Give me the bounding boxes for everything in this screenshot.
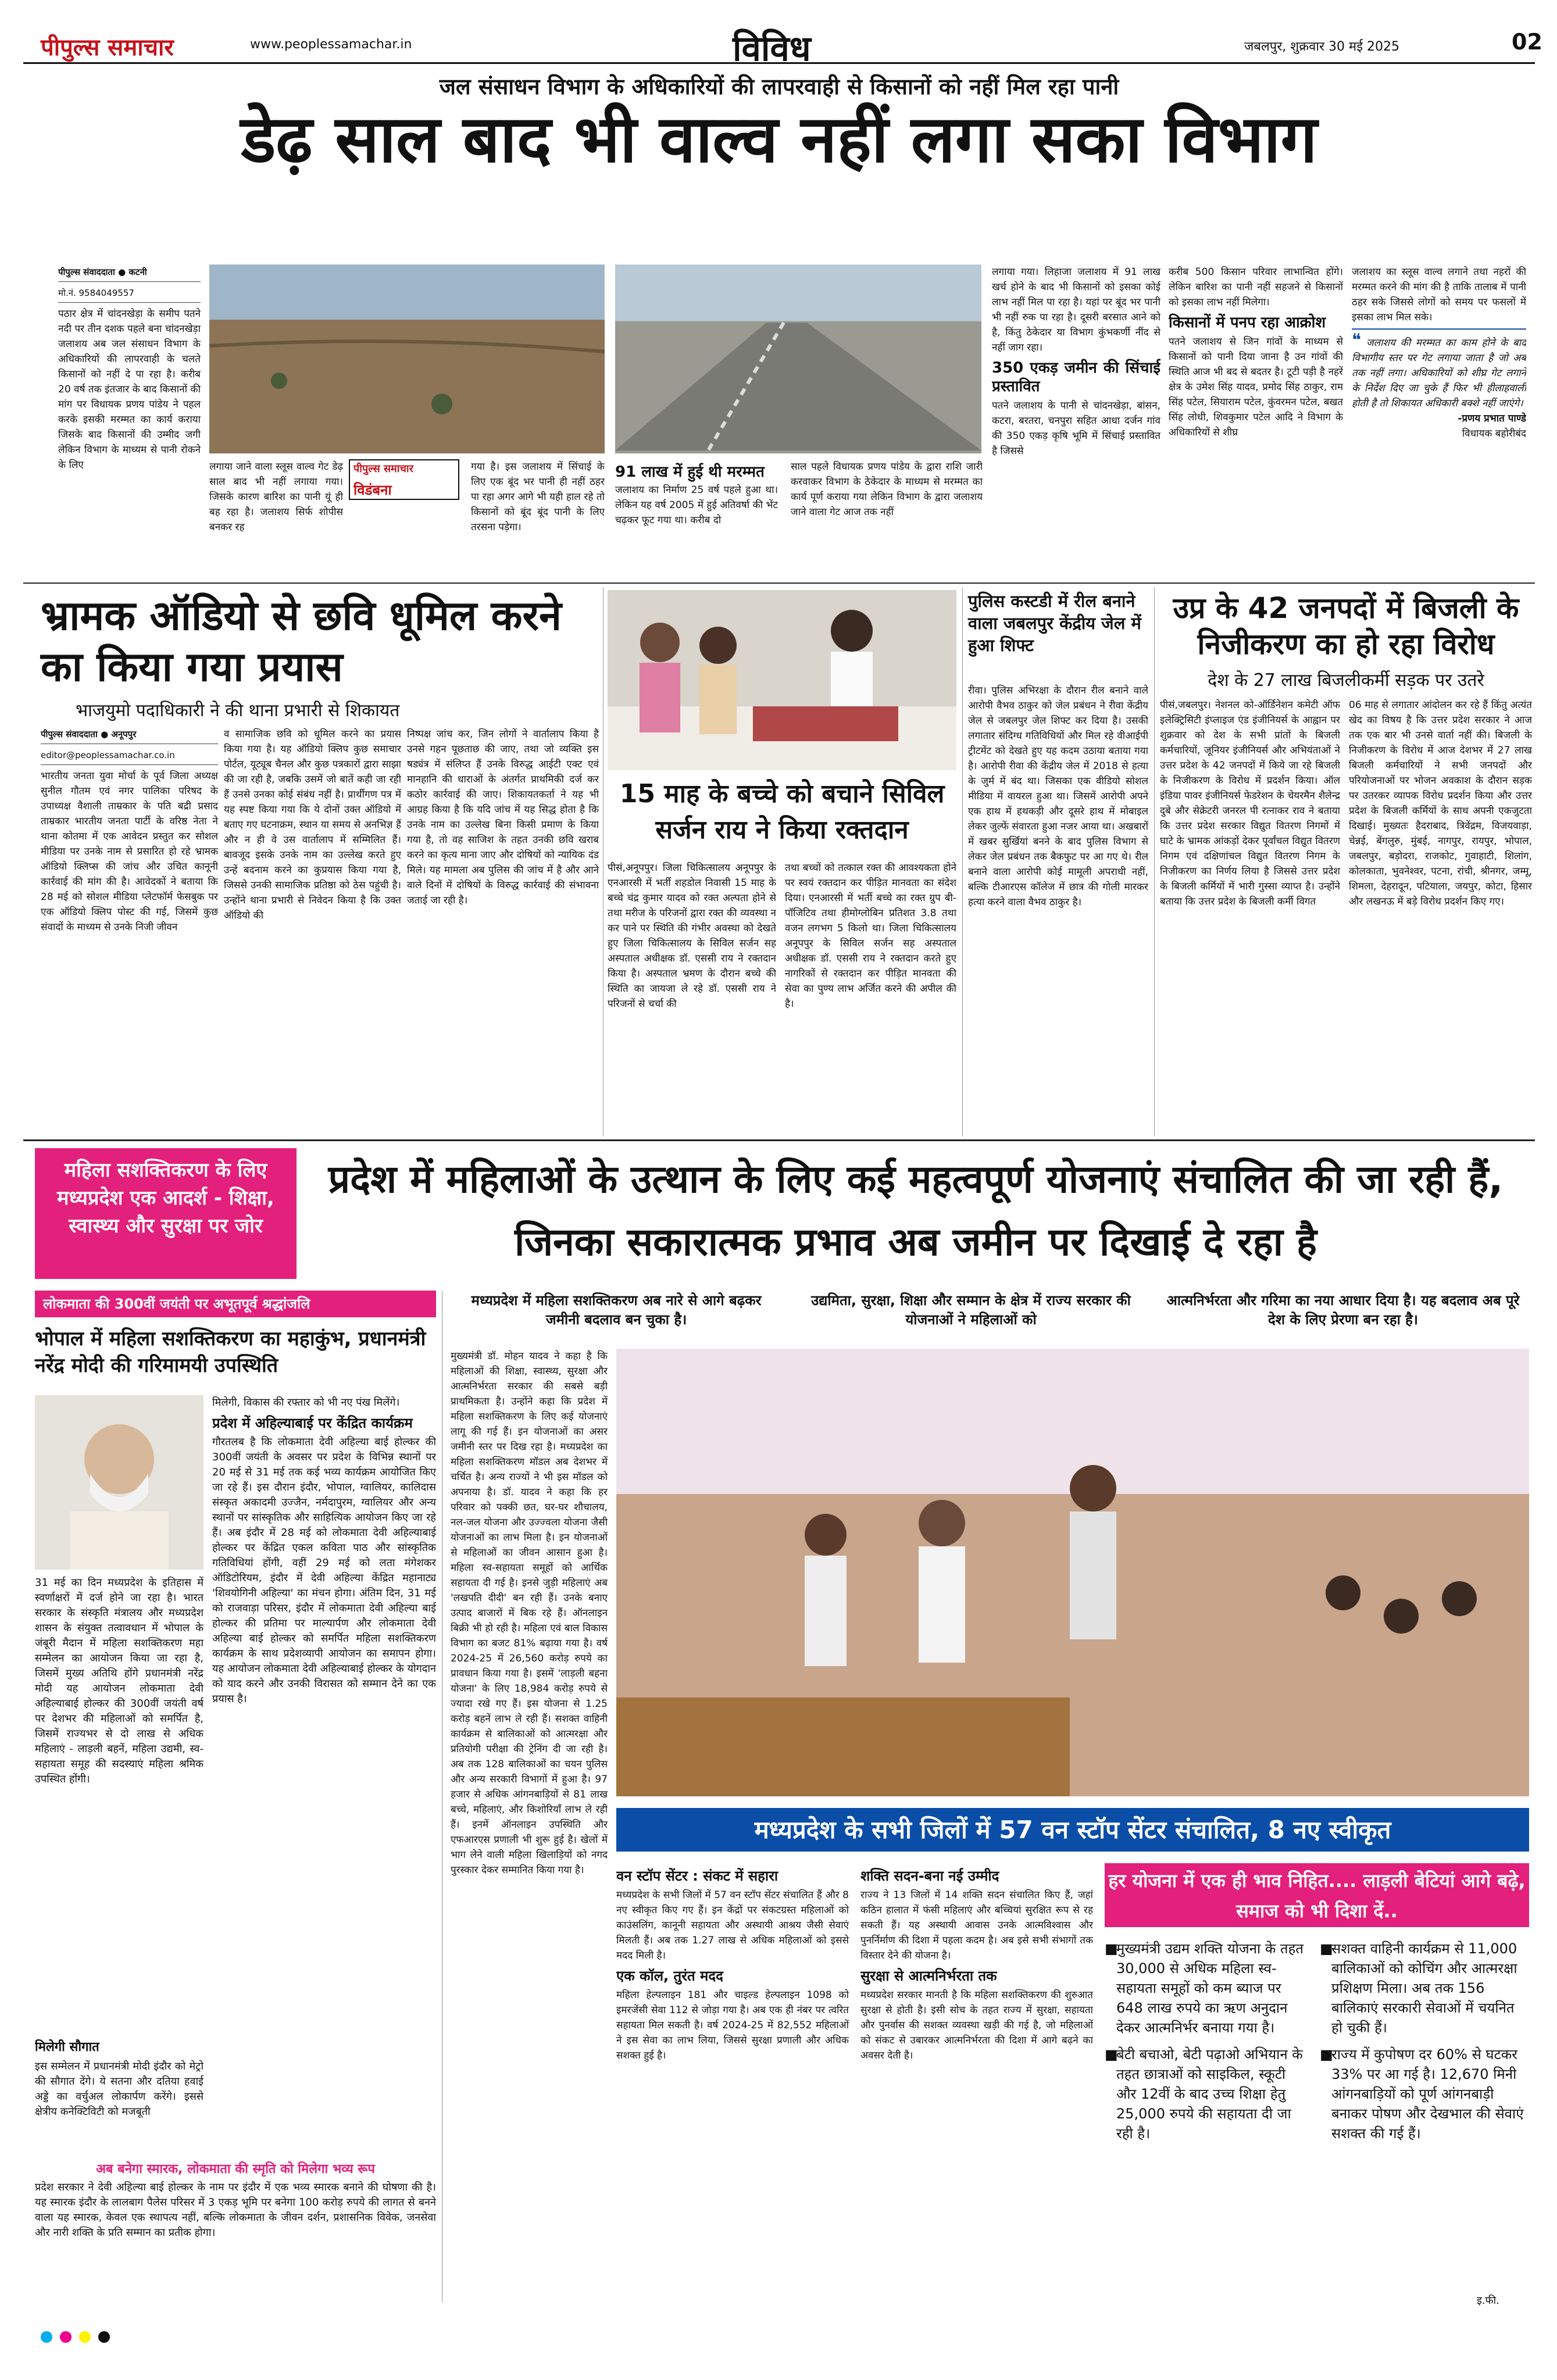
- event-photo: [616, 1349, 1529, 1796]
- rule-v-4: [1154, 587, 1155, 1137]
- lead-col4: जलाशय का निर्माण 25 वर्ष पहले हुआ था। लेकिन यह वर्ष 2005 में हुई अतिवर्षा की भेंट चढ़कर फूट गया था। करीब दो: [615, 484, 778, 526]
- shakti-title: शक्ति सदन-बना नई उम्मीद: [860, 1868, 999, 1884]
- shakti-text: राज्य ने 13 जिलों में 14 शक्ति सदन संचालित किए हैं, जहां कठिन हालात में फंसी महिलाएं और बच्चियां सुरक्षित रूप से रह सकती हैं। यह अस्थायी आवास उनके आत्मविश्वास और पुनर्निर्माण की दिशा में पहला कदम है। अब इसे सभी संभागों तक विस्तार देने की योजना है।: [860, 1889, 1093, 1961]
- power-headline: उप्र के 42 जनपदों में बिजली के निजीकरण का हो रहा विरोध: [1173, 591, 1519, 661]
- lead-col8: [1352, 265, 1526, 578]
- bullet-square-icon: ■: [1105, 2046, 1118, 2063]
- audio-col1: [41, 727, 218, 1134]
- lead-body-8: जलाशय का स्लूस वाल्व लगाने तथा नहरों की मरम्मत करने की मांग की है ताकि तालाब में पानी ठहर सके जिससे लोगों को समय पर फसलों में इसका लाभ मिल सके।: [1352, 266, 1526, 323]
- bullet-beti: [1105, 2045, 1308, 2143]
- bullets-right: [1320, 1939, 1529, 2288]
- lead-sub-anger: किसानों में पनप रहा आक्रोश: [1169, 314, 1326, 331]
- bullet-vahini: [1320, 1939, 1529, 2038]
- call-title: एक कॉल, तुरंत मदद: [616, 1968, 723, 1984]
- lead-col5: साल पहले विधायक प्रणय पांडेय के द्वारा राशि जारी करवाकर विभाग के ठेकेदार के माध्यम से मरम्मत का कार्य पूर्ण कराया गया लेकिन विभाग के द्वारा जलाशय जाने वाला गेट आज तक नहीं: [791, 461, 983, 518]
- osc-text: मध्यप्रदेश के सभी जिलों में 57 वन स्टॉप सेंटर संचालित हैं और 8 नए स्वीकृत किए गए हैं। इन केंद्रों पर संकटग्रस्त महिलाओं को काउंसलिंग, कानूनी सहायता और अस्थायी आश्रय जैसी सेवाएं मिलती हैं। अब तक 1.27 लाख से अधिक महिलाओं को इससे मदद मिली है।: [616, 1889, 849, 1961]
- quote-text: जलाशय की मरम्मत का काम होने के बाद विभागीय स्तर पर गेट लगाया जाता है जो अब तक नहीं लगा। अधिकारियों को शीघ्र गेट लगाने के निर्देश दिए जा चुके हैं फिर भी हीलाहवाली होती है तो शिकायत अधिकारी बक्शे नहीं जाएंगे।: [1352, 337, 1526, 409]
- audio-headline: भ्रामक ऑडियो से छवि धूमिल करने का किया गया प्रयास: [41, 592, 562, 691]
- blood-col2: तथा बच्चों को तत्काल रक्त की आवश्यकता होने पर स्वयं रक्तदान कर पीड़ित मानवता का संदेश दिया। एनआरसी में भर्ती बच्चे का रक्त ग्रुप बी- पॉजिटिव तथा हीमोग्लोबिन प्रतिशत 3.8 तथा वजन लगभग 5 किलो था। जिला चिकित्सालय अनूपपुर के सिविल सर्जन सह अस्पताल अधीक्षक डॉ. एससी राय ने रक्तदान करते हुए नागरिकों से रक्तदान कर पीड़ित मानवता की सेवा का पुण्य लाभ अर्जित करने की अपील की है।: [785, 862, 956, 1010]
- dam-photo-1-art: [209, 265, 605, 453]
- lead-col7: [1169, 265, 1343, 578]
- audio-col2: व सामाजिक छवि को धूमिल करने का प्रयास किया गया है। यह ऑडियो क्लिप कुछ समाचार पोर्टल, यूट्यूब चैनल और कुछ पत्रकारों द्वारा साझा की जा रही है, जबकि उसमें जो बातें कही जा रही हैं उनसे उनका कोई संबंध नहीं है। प्रार्थीगण पत्र में यह स्पष्ट किया गया कि ये दोनों उक्त ऑडियो में बताए गए घटनाक्रम, स्थान या समय से अनभिज्ञ हैं और न ही वे उस वार्तालाप में सम्मिलित हैं। बावजूद इसके उनके नाम का उल्लेख करते हुए उन्हें बदनाम करने का कुप्रयास किया गया है, जिससे उनकी सामाजिक प्रतिष्ठा को ठेस पहुंची है। उन्होंने थाना प्रभारी से निवेदन किया है कि उक्त ऑडियो की: [224, 728, 401, 921]
- bullet-square-icon: ■: [1105, 1941, 1118, 1957]
- page-number: 02: [1512, 29, 1542, 55]
- audio-col3: निष्पक्ष जांच कर, जिन लोगों ने वार्तालाप किया है उनसे गहन पूछताछ की जाए, तथा जो व्यक्ति इस षड्यंत्र में संलिप्त हैं उनके विरुद्ध आईटी एक्ट एवं मानहानि की धाराओं के अंतर्गत प्राथमिकी दर्ज कर कठोर कार्रवाई की जाए। शिकायतकर्ता ने यह भी आग्रह किया है कि यदि जांच में यह सिद्ध होता है कि उनके नाम का उल्लेख बिना किसी प्रमाण के किया गया है, तो वह साजिश के तहत उनकी छवि खराब करने का कृत्य माना जाए और दोषियों को न्यायिक दंड मिले। यह मामला अब पुलिस की जांच में है और आने वाले दिनों में दोषियों के विरुद्ध कार्रवाई की संभावना जताई जा रही है।: [407, 728, 599, 906]
- bullet-udyam-text: मुख्यमंत्री उद्यम शक्ति योजना के तहत 30,000 से अधिक महिला स्व-सहायता समूहों को कम ब्याज पर 648 लाख रुपये का ऋण अनुदान देकर आत्मनिर्भर बनाया गया है।: [1116, 1941, 1304, 2036]
- rule-lead-bottom: [23, 583, 1535, 584]
- bullet-vahini-text: सशक्त वाहिनी कार्यक्रम से 11,000 बालिकाओं को कोचिंग और आत्मरक्षा प्रशिक्षण मिला। अब तक 156 बालिकाएं सरकारी सेवाओं में चयनित हो चुकी हैं।: [1331, 1941, 1517, 2036]
- dot-cyan: [41, 2331, 52, 2343]
- left-sub2-block: [35, 2035, 203, 2151]
- dateline: जबलपुर, शुक्रवार 30 मई 2025: [1244, 40, 1399, 54]
- lead-sub-irrigation: 350 एकड़ जमीन की सिंचाई प्रस्तावित: [992, 359, 1160, 395]
- strap-1: मध्यप्रदेश में महिला सशक्तिकरण अब नारे से आगे बढ़कर जमीनी बदलाव बन चुका है।: [471, 1292, 762, 1328]
- register-dots: [41, 2331, 1517, 2354]
- left-body-ahilya: गौरतलब है कि लोकमाता देवी अहिल्या बाई होल्कर की 300वीं जयंती के अवसर पर प्रदेश के विभिन्न स्थानों पर 20 मई से 31 मई तक कई भव्य कार्यक्रम आयोजित किए जा रहे हैं। इस दौरान इंदौर, भोपाल, ग्वालियर, कालिदास संस्कृत अकादमी उज्जैन, नर्मदापुरम, ग्वालियर और अन्य स्थानों पर सांस्कृतिक और साहित्यिक आयोजन किए जा रहे हैं। अब इंदौर में 28 मई को लोकमाता देवी अहिल्याबाई होल्कर पर केंद्रित एकल कविता पाठ और सांस्कृतिक गतिविधियां होंगी, वहीं 29 मई को लता मंगेशकर ऑडिटोरियम, इंदौर में देवी अहिल्या केंद्रित महानाट्य 'शिवयोगिनी अहिल्या' का मंचन होगा। अंतिम दिन, 31 मई को राजवाड़ा परिसर, इंदौर में लोकमाता देवी अहिल्या बाई होल्कर की प्रतिमा पर माल्यार्पण और लोकमाता देवी अहिल्या बाई होल्कर को समर्पित महिला सशक्तिकरण कार्यक्रम के साथ प्रदेशव्यापी आयोजन का समापन होगा। यह आयोजन लोकमाता देवी अहिल्याबाई होल्कर के योगदान को याद करने और उनकी विरासत को सम्मान देने का एक प्रयास है।: [212, 1436, 436, 1705]
- left-bottom: प्रदेश सरकार ने देवी अहिल्या बाई होल्कर के नाम पर इंदौर में एक भव्य स्मारक बनाने की घोषणा की है। यह स्मारक इंदौर के लालबाग पैलेस परिसर में 3 एकड़ भूमि पर बनेगा 100 करोड़ रुपये की लागत से बनने वाला यह स्मारक, केवल एक स्थापत्य नहीं, बल्कि लोकमाता के जीवन दर्शन, प्रशासनिक विवेक, जनसेवा और नारी शक्ति के प्रति सम्मान का प्रतीक होगा।: [35, 2181, 436, 2239]
- power-subhead: देश के 27 लाख बिजलीकर्मी सड़क पर उतरे: [1208, 670, 1484, 691]
- blood-donation-photo: [608, 590, 956, 770]
- left-body-gift: इस सम्मेलन में प्रधानमंत्री मोदी इंदौर को मेट्रो की सौगात देंगे। ये सतना और दतिया हवाई अड्डे का वर्चुअल लोकार्पण करेंगे। इससे क्षेत्रीय कनेक्टिविटी को मजबूती: [35, 2060, 203, 2118]
- osc-block: [616, 1863, 849, 2293]
- safety-title: सुरक्षा से आत्मनिर्भरता तक: [860, 1968, 997, 1984]
- event-photo-art: [616, 1349, 1529, 1796]
- audio-email[interactable]: editor@peoplessamachar.co.in: [41, 748, 218, 765]
- lead-col3: गया है। इस जलाशय में सिंचाई के लिए एक बूंद भर पानी ही नहीं ठहर पा रहा अगर आगे भी यही हाल रहे तो किसानों को बूंद बूंद पानी के लिए तरसना पड़ेगा।: [471, 461, 605, 533]
- women-side-banner: महिला सशक्तिकरण के लिए मध्यप्रदेश एक आदर्श - शिक्षा, स्वास्थ्य और सुरक्षा पर जोर: [35, 1148, 297, 1279]
- left-kicker: लोकमाता की 300वीं जयंती पर अभूतपूर्व श्रद्धांजलि: [35, 1291, 436, 1317]
- section-title: विविध: [733, 28, 811, 69]
- left-head: भोपाल में महिला सशक्तिकरण का महाकुंभ, प्रधानमंत्री नरेंद्र मोदी की गरिमामयी उपस्थिति: [35, 1327, 426, 1377]
- quote-attr: -प्रणय प्रभात पाण्डे: [1458, 413, 1526, 424]
- lead-body-1: पठार क्षेत्र में चांदनखेड़ा के समीप पतने नदी पर तीन दशक पहले बना चांदनखेड़ा जलाशय अब जल संसाधन विभाग के अधिकारियों की लापरवाही के चलते किसानों को नहीं दे पा रहा है। करीब 20 वर्ष तक इंतजार के बाद किसानों की मांग पर विधायक प्रणय पांडेय ने पहल करके इसकी मरम्मत का कार्य कराया जिसके बाद किसानों की उम्मीद जगी लेकिन विभाग के माध्यम से पानी रोकने के लिए: [58, 308, 201, 471]
- left-sub-gift: मिलेगी सौगात: [35, 2040, 99, 2054]
- rule-mid: [23, 1139, 1535, 1141]
- blood-col1: पीसं,अनूपपुर। जिला चिकित्सालय अनूपपुर के एनआरसी में भर्ती शहडोल निवासी 15 माह के बच्चे चंद्र कुमार यादव को रक्त अल्पता होने से तथा मरीज के परिजनों द्वारा रक्त की व्यवस्था न कर पाने पर स्थिति की गंभीर अवस्था को देखते हुए जिला चिकित्सालय के सिविल सर्जन सह अस्पताल अधीक्षक डॉ. एससी राय ने रक्तदान किया है। अस्पताल भ्रमण के दौरान बच्चे की स्थिति का जायजा ले रहे डॉ. एससी राय ने परिजनों से चर्चा की: [608, 862, 776, 1010]
- reel-col: रीवा। पुलिस अभिरक्षा के दौरान रील बनाने वाले आरोपी वैभव ठाकुर को जेल प्रबंधन ने रीवा केंद्रीय जेल से जबलपुर जेल शिफ्ट कर दिया है। उसकी लगातार संदिग्ध गतिविधियों और मिल रहे वीआईपी ट्रीटमेंट को देखते हुए यह कदम उठाया बताया गया है। आरोपी रीवा की केंद्रीय जेल में 2018 से हत्या के जुर्म में बंद था। जिसका एक वीडियो सोशल मीडिया में वायरल हुआ था। जिसमें आरोपी अपने एक हाथ में हथकड़ी और दूसरे हाथ में मोबाइल लेकर जुल्फें संवारता हुआ नजर आया था। अखबारों में खबर सुर्खियां बनने के बाद पुलिस विभाग से लेकर जेल प्रबंधन तक बैकफुट पर आ गए थे। रील बनाने वाला आरोपी कोई मामूली अपराधी नहीं, बल्कि टीआरएस कॉलेज में छात्र की गोली मारकर हत्या करने वाला वैभव ठाकुर है।: [968, 685, 1148, 908]
- masthead: [23, 23, 1542, 69]
- lead-body-7b: पतने जलाशय से जिन गांवों के माध्यम से किसानों को पानी दिया जाना है उन गांवों की स्थिति आज भी बद से बदतर है। टूटी पड़ी है नहरें क्षेत्र के उमेश सिंह यादव, प्रमोद सिंह ठाकुर, राम सिंह पटेल, सियाराम पटेल, कुंवरमन पटेल, बखत सिंह लोधी, शिवकुमार पटेल आदि ने विभाग के अधिकारियों से शीघ्र: [1169, 336, 1343, 438]
- pm-photo: [35, 1395, 203, 1570]
- lead-col6: [992, 265, 1160, 578]
- bullet-square-icon: ■: [1320, 1941, 1333, 1957]
- bullet-udyam: [1105, 1939, 1308, 2038]
- left-sub-ahilya: प्रदेश में अहिल्याबाई पर केंद्रित कार्यक्रम: [212, 1415, 413, 1431]
- lead-mobile: मो.नं. 9584049557: [58, 285, 201, 303]
- lead-byline: पीपुल्स संवाददाता ● कटनी: [58, 265, 201, 282]
- photo2-caption: 91 लाख में हुई थी मरम्मत: [615, 463, 765, 481]
- mla-quote: [1352, 328, 1526, 441]
- lead-body-6: लगाया गया। लिहाजा जलाशय में 91 लाख खर्च होने के बाद भी किसानों को इसका कोई लाभ नहीं मिल पा रहा है। यहां पर बूंद भर पानी भी नहीं रुक पा रहा है। दूसरी बरसात आने को है, किंतु ठेकेदार या विभाग कुंभकर्णी नींद से नहीं जाग रहा।: [992, 266, 1160, 353]
- bullet-nutrition-text: राज्य में कुपोषण दर 60% से घटकर 33% पर आ गई है। 12,670 मिनी आंगनबाड़ियों को पूर्ण आंगनबाड़ी बनाकर पोषण और देखभाल की सेवाएं सशक्त की गई हैं।: [1331, 2046, 1524, 2142]
- pm-portrait-art: [35, 1395, 203, 1570]
- left-bottom-kicker: अब बनेगा स्मारक, लोकमाता की स्मृति को मिलेगा भव्य रूप: [96, 2162, 375, 2177]
- lead-headline: डेढ़ साल बाद भी वाल्व नहीं लगा सका विभाग: [241, 102, 1317, 177]
- power-col2: 06 माह से लगातार आंदोलन कर रहे हैं किंतु अत्यंत खेद का विषय है कि उत्तर प्रदेश सरकार ने आज तक एक बार भी उनसे वार्ता नहीं की। बिजली के निजीकरण के विरोध में आज देशभर में 27 लाख बिजली कर्मचारियों ने सभी जनपदों और परियोजनाओं पर भोजन अवकाश के दौरान सड़क पर उतरकर व्यापक विरोध प्रदर्शन किया और उत्तर प्रदेश के बिजली कर्मियों के साथ अपनी एकजुटता दिखाई। मुख्यतः हैदराबाद, त्रिवेंद्रम, विजयवाड़ा, चेन्नई, बेंगलुरु, मुंबई, नागपुर, रायपुर, भोपाल, जबलपुर, बड़ोदरा, राजकोट, गुवाहाटी, शिलांग, कोलकाता, भुवनेश्वर, पटना, रांची, श्रीनगर, जम्मू, शिमला, देहरादून, पटियाला, जयपुर, कोटा, हिसार और लखनऊ में बड़े विरोध प्रदर्शन किए गए।: [1349, 699, 1532, 907]
- bullet-nutrition: [1320, 2045, 1529, 2143]
- laadli-head: हर योजना में एक ही भाव निहित.... लाड़ली बेटियां आगे बढ़े, समाज को भी दिशा दें..: [1105, 1863, 1529, 1927]
- left-intro: मिलेगी, विकास की रफ्तार को भी नए पंख मिलेंगे।: [212, 1396, 400, 1409]
- cm-column: मुख्यमंत्री डॉ. मोहन यादव ने कहा है कि महिलाओं की शिक्षा, स्वास्थ्य, सुरक्षा और आत्मनिर्भरता सरकार की सबसे बड़ी प्राथमिकता है। उन्होंने कहा कि प्रदेश में महिला सशक्तिकरण के लिए कई योजनाएं लागू की गई हैं। इन योजनाओं का असर जमीनी स्तर पर दिख रहा है। मध्यप्रदेश का महिला सशक्तिकरण मॉडल अब देशभर में चर्चित है। अन्य राज्यों ने भी इस मॉडल को अपनाया है। डॉ. यादव ने कहा कि हर परिवार को पक्की छत, घर-घर शौचालय, नल-जल योजना और उज्ज्वला योजना जैसी योजनाओं का लाभ मिला है। इन योजनाओं से महिलाओं का जीवन आसान हुआ है। महिला स्व-सहायता समूहों को आर्थिक सहायता दी गई है। इनसे जुड़ी महिलाएं अब 'लखपति दीदी' बन रही हैं। उनके बनाए उत्पाद बाजारों में बिक रहे हैं। ऑनलाइन बिक्री भी हो रही है। महिला एवं बाल विकास विभाग का बजट 81% बढ़ाया गया है। वर्ष 2024-25 में 26,560 करोड़ रुपये का प्रावधान किया गया है। इसमें 'लाड़ली बहना योजना' के लिए 18,984 करोड़ रुपये से ज्यादा रखे गए हैं। इस योजना से 1.25 करोड़ बहनें लाभ ले रही हैं। सशक्त वाहिनी कार्यक्रम से बालिकाओं को आत्मरक्षा और प्रतियोगी परीक्षा की ट्रेनिंग दी जा रही है। अब तक 128 बालिकाओं का चयन पुलिस और अन्य सरकारी विभागों में हुआ है। 97 हजार से अधिक आंगनबाड़ियों से 81 लाख बच्चे, महिलाएं, और किशोरियाँ लाभ ले रही हैं। इनमें ऑनलाइन उपस्थिति और एफआरएस प्रणाली भी शुरू हुई है। खेलों में भाग लेने वाली महिला खिलाड़ियों को नगद पुरस्कार देकर सम्मानित किया गया है।: [451, 1350, 608, 1876]
- women-headline: प्रदेश में महिलाओं के उत्थान के लिए कई महत्वपूर्ण योजनाएं संचालित की जा रही हैं, जिनका सकारात्मक प्रभाव अब जमीन पर दिखाई दे रहा है: [328, 1157, 1504, 1264]
- rule-v-3: [962, 587, 963, 1137]
- bullet-beti-text: बेटी बचाओ, बेटी पढ़ाओ अभियान के तहत छात्राओं को साइकिल, स्कूटी और 12वीं के बाद उच्च शिक्षा हेतु 25,000 रुपये की सहायता दी जा रही है।: [1116, 2046, 1303, 2142]
- centers-headline: मध्यप्रदेश के सभी जिलों में 57 वन स्टॉप सेंटर संचालित, 8 नए स्वीकृत: [616, 1808, 1529, 1852]
- blood-photo-art: [608, 590, 956, 770]
- dam-photo-2-art: [615, 265, 981, 453]
- power-col1: पीसं,जबलपुर। नेशनल को-ऑर्डिनेशन कमेटी ऑफ इलेक्ट्रिसिटी इंप्लाइज एंड इंजीनियर्स के आह्वान पर शुक्रवार को देश के सभी प्रांतों के बिजली कर्मचारियों, जूनियर इंजीनियर्स और अभियंताओं ने उत्तर प्रदेश के 42 जनपदों में किये जा रहे बिजली के निजीकरण के विरोध में प्रदर्शन किया। ऑल इंडिया पावर इंजीनियर्स फेडरेशन के चेयरमैन शैलेन्द्र दुबे और सेक्रेटरी जनरल पी रत्नाकर राव ने बताया कि उत्तर प्रदेश सरकार विद्युत वितरण निगमों में घाटे के भ्रामक आंकड़ों देकर पूर्वांचल विद्युत वितरण निगम एवं दक्षिणांचल विद्युत वितरण निगम के निजीकरण का निर्णय लिया है जिससे उत्तर प्रदेश के बिजली कर्मियों में भारी गुस्सा व्याप्त है। उन्होंने बताया कि उत्तर प्रदेश के बिजली कर्मी विगत: [1160, 699, 1340, 907]
- quote-icon: ❝: [1352, 330, 1362, 351]
- strap-2: उद्यमिता, सुरक्षा, शिक्षा और सम्मान के क्षेत्र में राज्य सरकार की योजनाओं ने महिलाओं को: [811, 1292, 1131, 1328]
- lead-body-7: करीब 500 किसान परिवार लाभान्वित होंगे। लेकिन बारिश का पानी नहीं सहजने से किसानों को इसका लाभ नहीं मिलेगा।: [1169, 266, 1343, 308]
- bullets-left: [1105, 1939, 1308, 2288]
- left-photo-caption: 31 मई का दिन मध्यप्रदेश के इतिहास में स्वर्णाक्षरों में दर्ज होने जा रहा है। भारत सरकार के संस्कृति मंत्रालय और मध्यप्रदेश शासन के संयुक्त तत्वावधान में भोपाल के जंबूरी मैदान में महिला सशक्तिकरण महा सम्मेलन का आयोजन किया जा रहा है, जिसमें मुख्य अतिथि होंगे प्रधानमंत्री नरेंद्र मोदी यह आयोजन लोकमाता देवी अहिल्याबाई होल्कर की 300वीं जयंती वर्ष पर देशभर की महिलाओं को समर्पित है, जिसमें राज्यभर से दो लाख से अधिक महिलाएं - लाड़ली बहनें, महिला उद्यमी, स्व-सहायता समूह की सदस्याएं महिला श्रमिक उपस्थित होंगी।: [35, 1577, 203, 1785]
- vidambana-label: विडंबना: [353, 482, 392, 498]
- dot-yellow: [79, 2331, 91, 2343]
- site-url[interactable]: www.peoplessamachar.in: [250, 37, 412, 52]
- dam-photo-2: [615, 265, 981, 453]
- safety-text: मध्यप्रदेश सरकार मानती है कि महिला सशक्तिकरण की शुरुआत सुरक्षा से होती है। इसी सोच के तहत राज्य में सुरक्षा, सहायता और पुनर्वास की सशक्त व्यवस्था खड़ी की गई है, जो महिलाओं को संकट से उबारकर आत्मनिर्भरता की दिशा में आगे बढ़ने का अवसर देती है।: [860, 1989, 1093, 2061]
- blood-headline: 15 माह के बच्चे को बचाने सिविल सर्जन राय ने किया रक्तदान: [619, 779, 945, 845]
- bullet-square-icon: ■: [1320, 2046, 1333, 2063]
- lead-body-6b: पतने जलाशय के पानी से चांदनखेड़ा, बांसन, कटरा, बरतरा, चनपुरा सहित आधा दर्जन गांव की 350 एकड़ कृषि भूमि में सिंचाई प्रस्तावित है जिससे: [992, 400, 1160, 457]
- audio-byline: पीपुल्स संवाददाता ● अनूपपुर: [41, 727, 218, 744]
- footer-tag: इ.फी.: [1477, 2295, 1499, 2307]
- osc-title: वन स्टॉप सेंटर : संकट में सहारा: [616, 1868, 779, 1884]
- quote-role: विधायक बहोरीबंद: [1462, 428, 1526, 439]
- brand-logo: पीपुल्स समाचार: [41, 34, 174, 61]
- call-text: महिला हेल्पलाइन 181 और चाइल्ड हेल्पलाइन 1098 को इमरजेंसी सेवा 112 से जोड़ा गया है। अब एक ही नंबर पर त्वरित सहायता मिल सकती है। वर्ष 2024-25 में 82,552 महिलाओं ने इस सेवा का लाभ लिया, जिससे सुरक्षा प्रणाली और अधिक सशक्त हुई है।: [616, 1989, 849, 2061]
- dot-black: [98, 2331, 110, 2343]
- dot-magenta: [60, 2331, 72, 2343]
- left-col2: [212, 1395, 436, 2157]
- lead-kicker: जल संसाधन विभाग के अधिकारियों की लापरवाही से किसानों को नहीं मिल रहा पानी: [439, 74, 1119, 99]
- lead-col1: [58, 265, 201, 578]
- strap-3: आत्मनिर्भरता और गरिमा का नया आधार दिया है। यह बदलाव अब पूरे देश के लिए प्रेरणा बन रहा है।: [1166, 1292, 1520, 1328]
- shakti-block: [860, 1863, 1093, 2293]
- reel-headline: पुलिस कस्टडी में रील बनाने वाला जबलपुर केंद्रीय जेल में हुआ शिफ्ट: [968, 591, 1141, 655]
- vidambana-box: [349, 459, 459, 500]
- lead-col2: लगाया जाने वाला स्लूस वाल्व गेट डेढ़ साल बाद भी नहीं लगाया गया। जिसके कारण बारिश का पानी यूं ही बह रहा है। जलाशय सिर्फ शोपीस बनकर रह: [209, 461, 343, 533]
- vidambana-brand: पीपुल्स समाचार: [353, 463, 413, 475]
- audio-subhead: भाजयुमो पदाधिकारी ने की थाना प्रभारी से शिकायत: [76, 701, 400, 721]
- audio-body-1: भारतीय जनता युवा मोर्चा के पूर्व जिला अध्यक्ष सुनील गौतम एवं नगर पालिका परिषद के उपाध्यक्ष वैशाली ताम्रकार के पति बद्री प्रसाद ताम्रकार भारतीय जनता पार्टी के वरिष्ठ नेता ने थाना कोतमा में एक आवेदन प्रस्तुत कर सोशल मीडिया पर उनके नाम से प्रसारित हो रहे भ्रामक ऑडियो क्लिप्स की जांच और उचित कानूनी कार्रवाई की मांग की है। आवेदकों ने बताया कि 28 मई को सोशल मीडिया प्लेटफॉर्म फेसबुक पर एक ऑडियो क्लिप पोस्ट की गई, जिसमें कुछ संवादों के माध्यम से उनके निजी जीवन: [41, 770, 218, 933]
- dam-photo-1: [209, 265, 605, 453]
